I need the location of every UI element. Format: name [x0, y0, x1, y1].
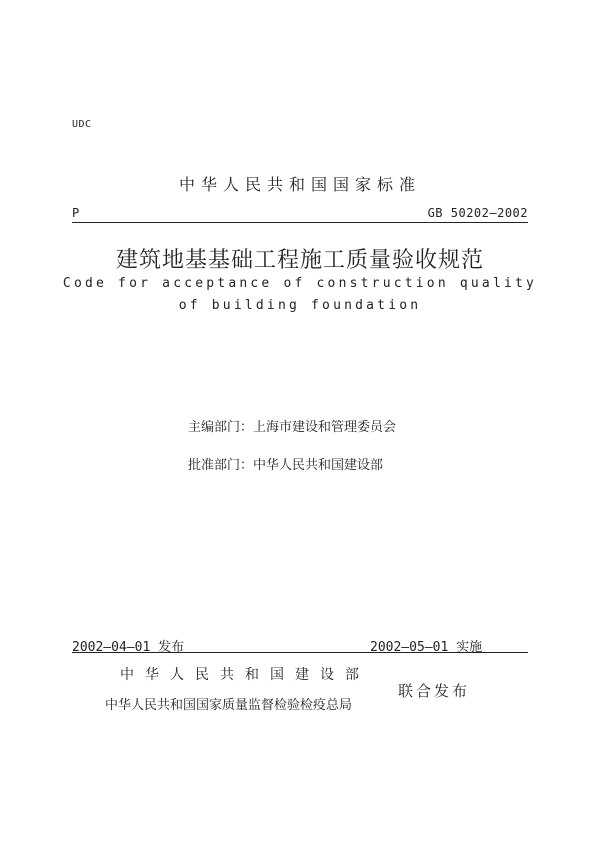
header-divider: [72, 222, 528, 223]
standard-number: GB 50202—2002: [427, 206, 528, 220]
english-title-line-1: Code for acceptance of construction quality: [62, 276, 538, 291]
national-standard-heading: 中华人民共和国国家标准: [178, 175, 421, 194]
editing-department: 主编部门：上海市建设和管理委员会: [188, 420, 397, 435]
publisher-aqsiq: 中华人民共和国国家质量监督检验检疫总局: [105, 698, 353, 713]
effective-date: 2002—05—01 实施: [370, 640, 483, 655]
publisher-ministry: 中华人民共和国建设部: [120, 667, 370, 683]
joint-publication-label: 联合发布: [398, 682, 471, 700]
approving-department: 批准部门：中华人民共和国建设部: [188, 458, 384, 473]
document-title: 建筑地基基础工程施工质量验收规范: [115, 248, 484, 273]
category-code: P: [72, 206, 80, 220]
english-title-line-2: of building foundation: [178, 298, 422, 313]
udc-label: UDC: [72, 119, 92, 130]
footer-divider: [72, 652, 528, 653]
issue-date: 2002—04—01 发布: [72, 640, 185, 655]
